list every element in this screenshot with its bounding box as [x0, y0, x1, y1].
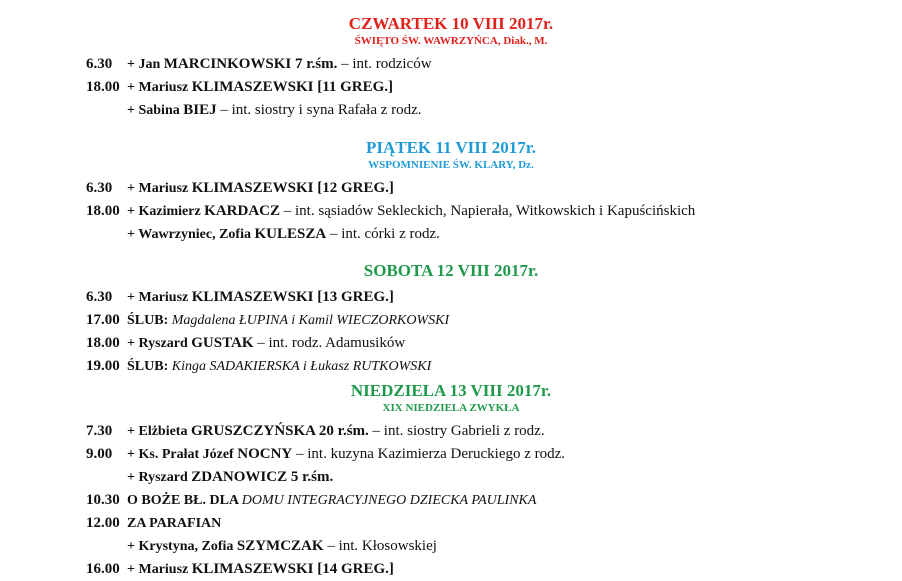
mass-time: 16.00 — [86, 561, 120, 577]
intention-prefix: + Kazimierz — [127, 204, 205, 219]
intention-text — [127, 420, 545, 443]
mass-time: 18.00 — [86, 203, 120, 219]
intention-prefix: + Ryszard — [127, 470, 192, 485]
intention-name: GRUSZCZYŃSKA 20 r.śm. — [190, 423, 369, 439]
mass-time: 6.30 — [86, 289, 113, 305]
mass-time: 9.00 — [86, 446, 113, 462]
intention-prefix: + Mariusz — [127, 181, 192, 196]
intention-name: KLIMASZEWSKI [12 GREG.] — [191, 180, 394, 196]
intention-text — [127, 223, 440, 246]
intention-prefix: + Elżbieta — [127, 424, 191, 439]
intention-detail: Magdalena ŁUPINA i Kamil WIECZORKOWSKI — [171, 313, 450, 328]
intention-row — [0, 443, 902, 466]
intention-prefix: + Sabina — [127, 103, 184, 118]
intention-text — [127, 177, 394, 200]
intention-name: SZYMCZAK — [236, 538, 324, 554]
intention-prefix: + Krystyna, Zofia — [127, 539, 237, 554]
intention-name: GUSTAK — [191, 335, 254, 351]
day-title: SOBOTA 12 VIII 2017r. — [363, 261, 539, 280]
intention-text — [127, 332, 405, 355]
mass-time: 18.00 — [86, 79, 120, 95]
intention-detail: – int. sąsiadów Sekleckich, Napierała, Witkowskich i Kapuścińskich — [280, 203, 696, 219]
intention-detail: – int. rodz. Adamusików — [253, 335, 406, 351]
intention-text — [127, 489, 536, 512]
intention-name: KLIMASZEWSKI [14 GREG.] — [191, 561, 394, 577]
intention-name: NOCNY — [237, 446, 293, 462]
intention-name: ZDANOWICZ 5 r.śm. — [191, 469, 334, 485]
intentions-list — [0, 286, 902, 378]
intention-detail: – int. siostry i syna Rafała z rodz. — [216, 102, 422, 118]
day-title: CZWARTEK 10 VIII 2017r. — [348, 14, 554, 33]
mass-time: 12.00 — [86, 515, 120, 531]
intention-row — [0, 309, 902, 332]
day-title: NIEDZIELA 13 VIII 2017r. — [350, 381, 552, 400]
intention-name: KARDACZ — [204, 203, 281, 219]
day-subtitle: WSPOMNIENIE ŚW. KLARY, Dz. — [368, 159, 534, 171]
mass-time: 17.00 — [86, 312, 120, 328]
intention-text — [127, 466, 333, 489]
intention-name: KULESZA — [254, 226, 327, 242]
intention-detail: – int. siostry Gabrieli z rodz. — [368, 423, 545, 439]
intention-prefix: + Jan — [127, 57, 164, 72]
intention-detail: DOMU INTEGRACYJNEGO DZIECKA PAULINKA — [241, 493, 537, 508]
intention-name: MARCINKOWSKI 7 r.śm. — [163, 56, 338, 72]
intention-prefix: ŚLUB: — [127, 313, 172, 328]
intention-row — [0, 512, 902, 535]
intention-name: KLIMASZEWSKI [13 GREG.] — [191, 289, 394, 305]
intention-row — [0, 223, 902, 246]
day-title: PIĄTEK 11 VIII 2017r. — [365, 138, 537, 157]
intention-text — [127, 99, 422, 122]
day-subtitle: XIX NIEDZIELA ZWYKŁA — [382, 402, 520, 414]
intention-row — [0, 177, 902, 200]
day-subtitle: ŚWIĘTO ŚW. WAWRZYŃCA, Diak., M. — [354, 35, 548, 47]
intention-row — [0, 200, 902, 223]
intention-text — [127, 309, 449, 332]
mass-time: 10.30 — [86, 492, 120, 508]
intention-detail: – int. Kłosowskiej — [323, 538, 437, 554]
intention-text — [127, 200, 695, 223]
intention-text — [127, 535, 437, 558]
intention-row — [0, 535, 902, 558]
mass-time: 6.30 — [86, 56, 113, 72]
intentions-list — [0, 177, 902, 246]
intention-prefix: ŚLUB: — [127, 359, 172, 374]
intention-row — [0, 53, 902, 76]
intention-row — [0, 76, 902, 99]
intention-prefix: + Mariusz — [127, 562, 192, 577]
intention-detail: – int. rodziców — [337, 56, 432, 72]
intention-text — [127, 443, 565, 466]
intention-prefix: + Wawrzyniec, Zofia — [127, 227, 255, 242]
intention-text — [127, 286, 394, 309]
day-block — [0, 261, 902, 378]
intention-text — [127, 558, 394, 581]
intention-text — [127, 53, 432, 76]
intention-name: KLIMASZEWSKI [11 GREG.] — [191, 79, 394, 95]
intention-text — [127, 512, 221, 535]
intention-prefix: + Mariusz — [127, 290, 192, 305]
day-block — [0, 138, 902, 246]
intentions-list — [0, 420, 902, 581]
intention-prefix: O BOŻE BŁ. DLA — [127, 493, 242, 508]
intention-prefix: + Mariusz — [127, 80, 192, 95]
day-block — [0, 14, 902, 122]
intentions-list — [0, 53, 902, 122]
intention-name: BIEJ — [183, 102, 217, 118]
intention-detail: Kinga SADAKIERSKA i Łukasz RUTKOWSKI — [171, 359, 432, 374]
intention-prefix: + Ryszard — [127, 336, 192, 351]
intention-detail: – int. kuzyna Kazimierza Deruckiego z rodz. — [292, 446, 566, 462]
intention-detail: – int. córki z rodz. — [326, 226, 440, 242]
mass-time: 18.00 — [86, 335, 120, 351]
intention-prefix: + Ks. Prałat Józef — [127, 447, 238, 462]
intention-row — [0, 466, 902, 489]
day-block — [0, 381, 902, 581]
mass-time: 7.30 — [86, 423, 113, 439]
intention-row — [0, 332, 902, 355]
intention-prefix: ZA PARAFIAN — [127, 516, 222, 531]
intention-text — [127, 355, 431, 378]
mass-time: 19.00 — [86, 358, 120, 374]
mass-time: 6.30 — [86, 180, 113, 196]
intention-text — [127, 76, 393, 99]
intention-row — [0, 286, 902, 309]
intention-row — [0, 355, 902, 378]
intention-row — [0, 558, 902, 581]
intention-row — [0, 489, 902, 512]
intention-row — [0, 99, 902, 122]
intention-row — [0, 420, 902, 443]
